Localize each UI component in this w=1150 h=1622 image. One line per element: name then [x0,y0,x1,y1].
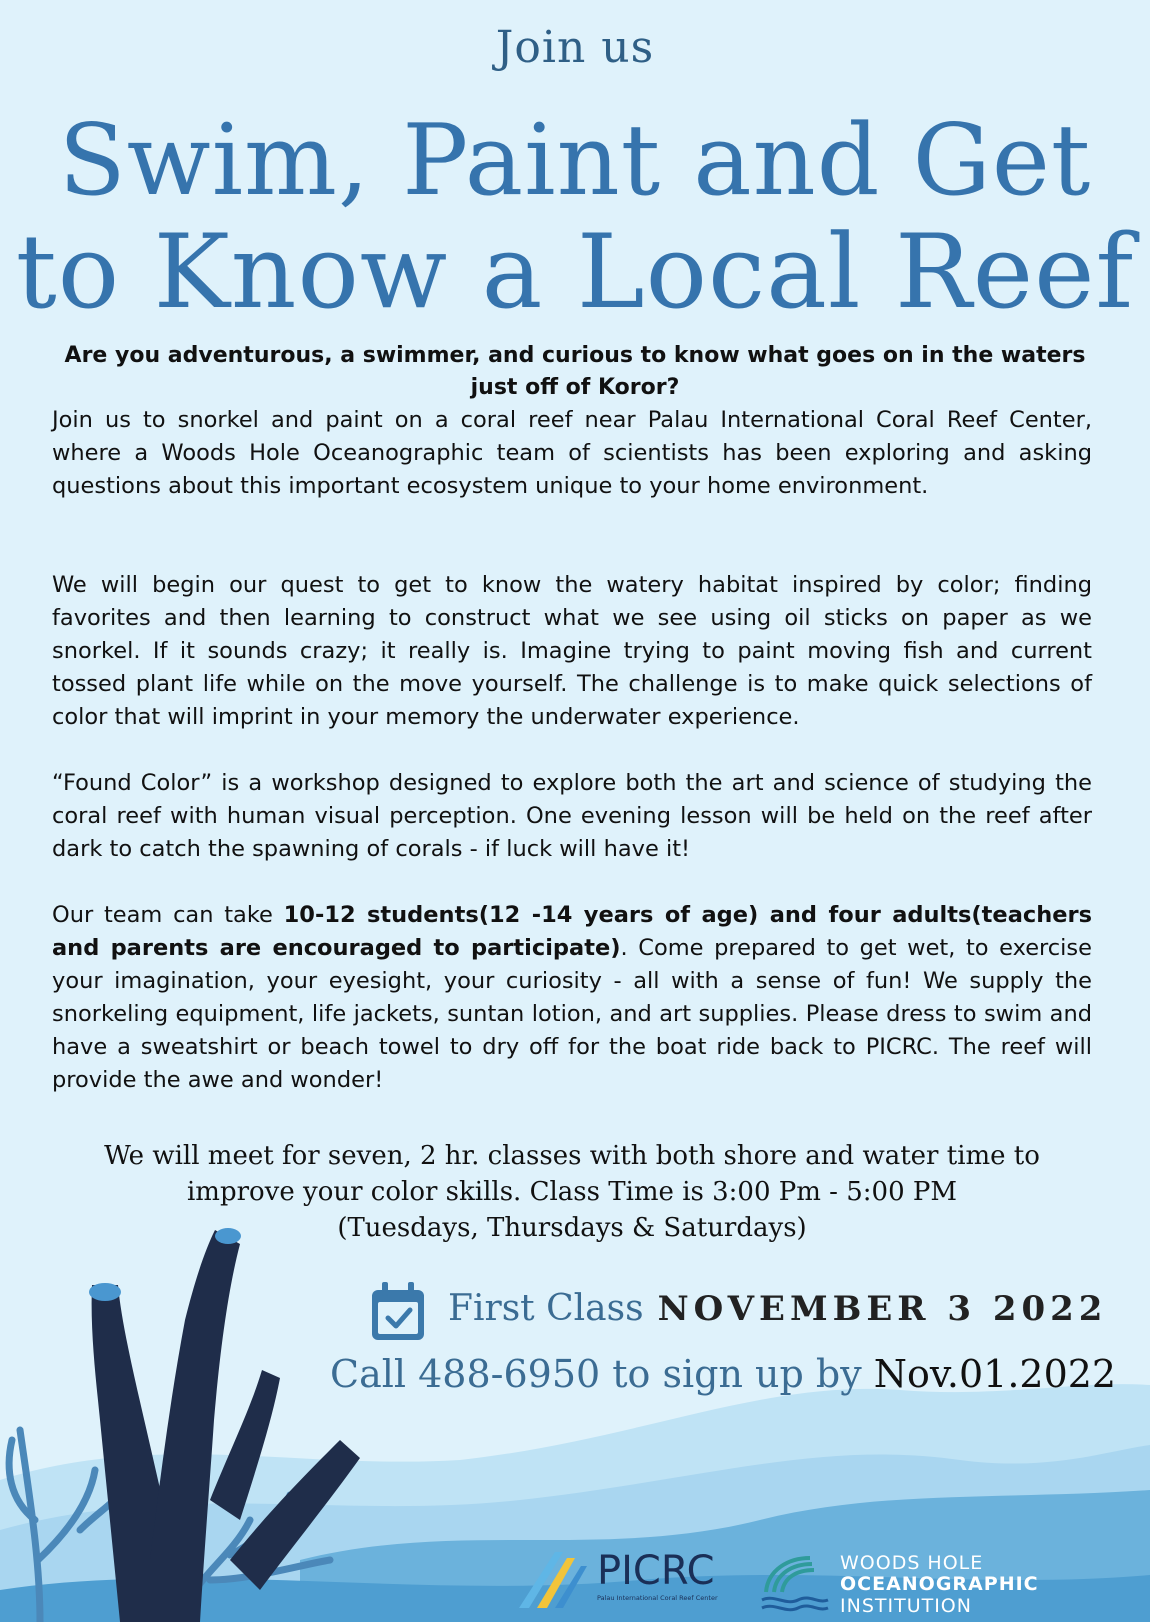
whoi-line-3: INSTITUTION [840,1595,972,1617]
whoi-logo [758,1552,1058,1616]
paragraph-found-color: “Found Color” is a workshop designed to explore both the art and science of studying the coral reef with human visual perception. One evening lesson will be held on the reef after dark to catch the spawning of corals - if luck will have it! [52,770,1092,862]
participants-rest: . Come prepared to get wet, to exercise your imagination, your eyesight, your curiosity - all with a sense of fun! We supply the snorkeling equipment, life jackets, suntan lotion, and art supplies. Please dress to swim and have a sweatshirt or beach towel to dry off for the boat ride back to PICRC. The reef will provide the awe and wonder! [52,935,1092,1093]
first-class-date: NOVEMBER 3 2022 [657,1289,1108,1329]
paragraph-quest: We will begin our quest to get to know the watery habitat inspired by color; finding favorites and then learning to construct what we see using oil sticks on paper as we snorkel. If it sounds crazy; it really is. Imagine trying to paint moving fish and current tossed plant life while on the move yourself. The challenge is to make quick selections of color that will imprint in your memory the underwater experience. [52,572,1092,730]
schedule-line-2: improve your color skills. Class Time is 3:00 Pm - 5:00 PM [186,1177,958,1207]
picrc-mark-icon [515,1548,593,1612]
signup-line [330,1352,1130,1396]
whoi-line-2: OCEANOGRAPHIC [840,1573,1039,1595]
paragraph-intro: Join us to snorkel and paint on a coral reef near Palau International Coral Reef Center, where a Woods Hole Oceanographic team of scientists has been exploring and asking questions about this important ecosystem unique to your home environment. [52,407,1092,499]
first-class-label: First Class [448,1288,644,1329]
picrc-wordmark: PICRC [597,1548,715,1594]
calendar-check-icon [370,1282,426,1342]
picrc-logo [515,1548,718,1612]
paragraph-participants [52,899,1092,1097]
schedule-block [52,1138,1092,1246]
whoi-mark-icon [758,1552,830,1616]
signup-text: Call 488-6950 to sign up by [330,1352,874,1396]
headline-line-1: Swim, Paint and Get [58,104,1092,218]
whoi-line-1: WOODS HOLE [840,1552,984,1574]
picrc-subtitle: Palau International Coral Reef Center [597,1594,718,1602]
headline-line-2: to Know a Local Reef [15,213,1135,332]
schedule-line-1: We will meet for seven, 2 hr. classes with both shore and water time to [104,1141,1040,1171]
intro-question: Are you adventurous, a swimmer, and curious to know what goes on in the waters just off of Koror? [64,343,1086,400]
kicker-text: Join us [495,22,655,73]
signup-date: Nov.01.2022 [873,1352,1117,1396]
first-class-row [370,1278,1108,1348]
first-class-text [448,1288,1107,1329]
participants-detail: 10-12 students(12 -14 years of age) and four adults(teachers and parents are encouraged to participate) [52,902,1092,961]
participants-intro: Our team can take [52,902,284,928]
schedule-line-3: (Tuesdays, Thursdays & Saturdays) [337,1213,807,1243]
